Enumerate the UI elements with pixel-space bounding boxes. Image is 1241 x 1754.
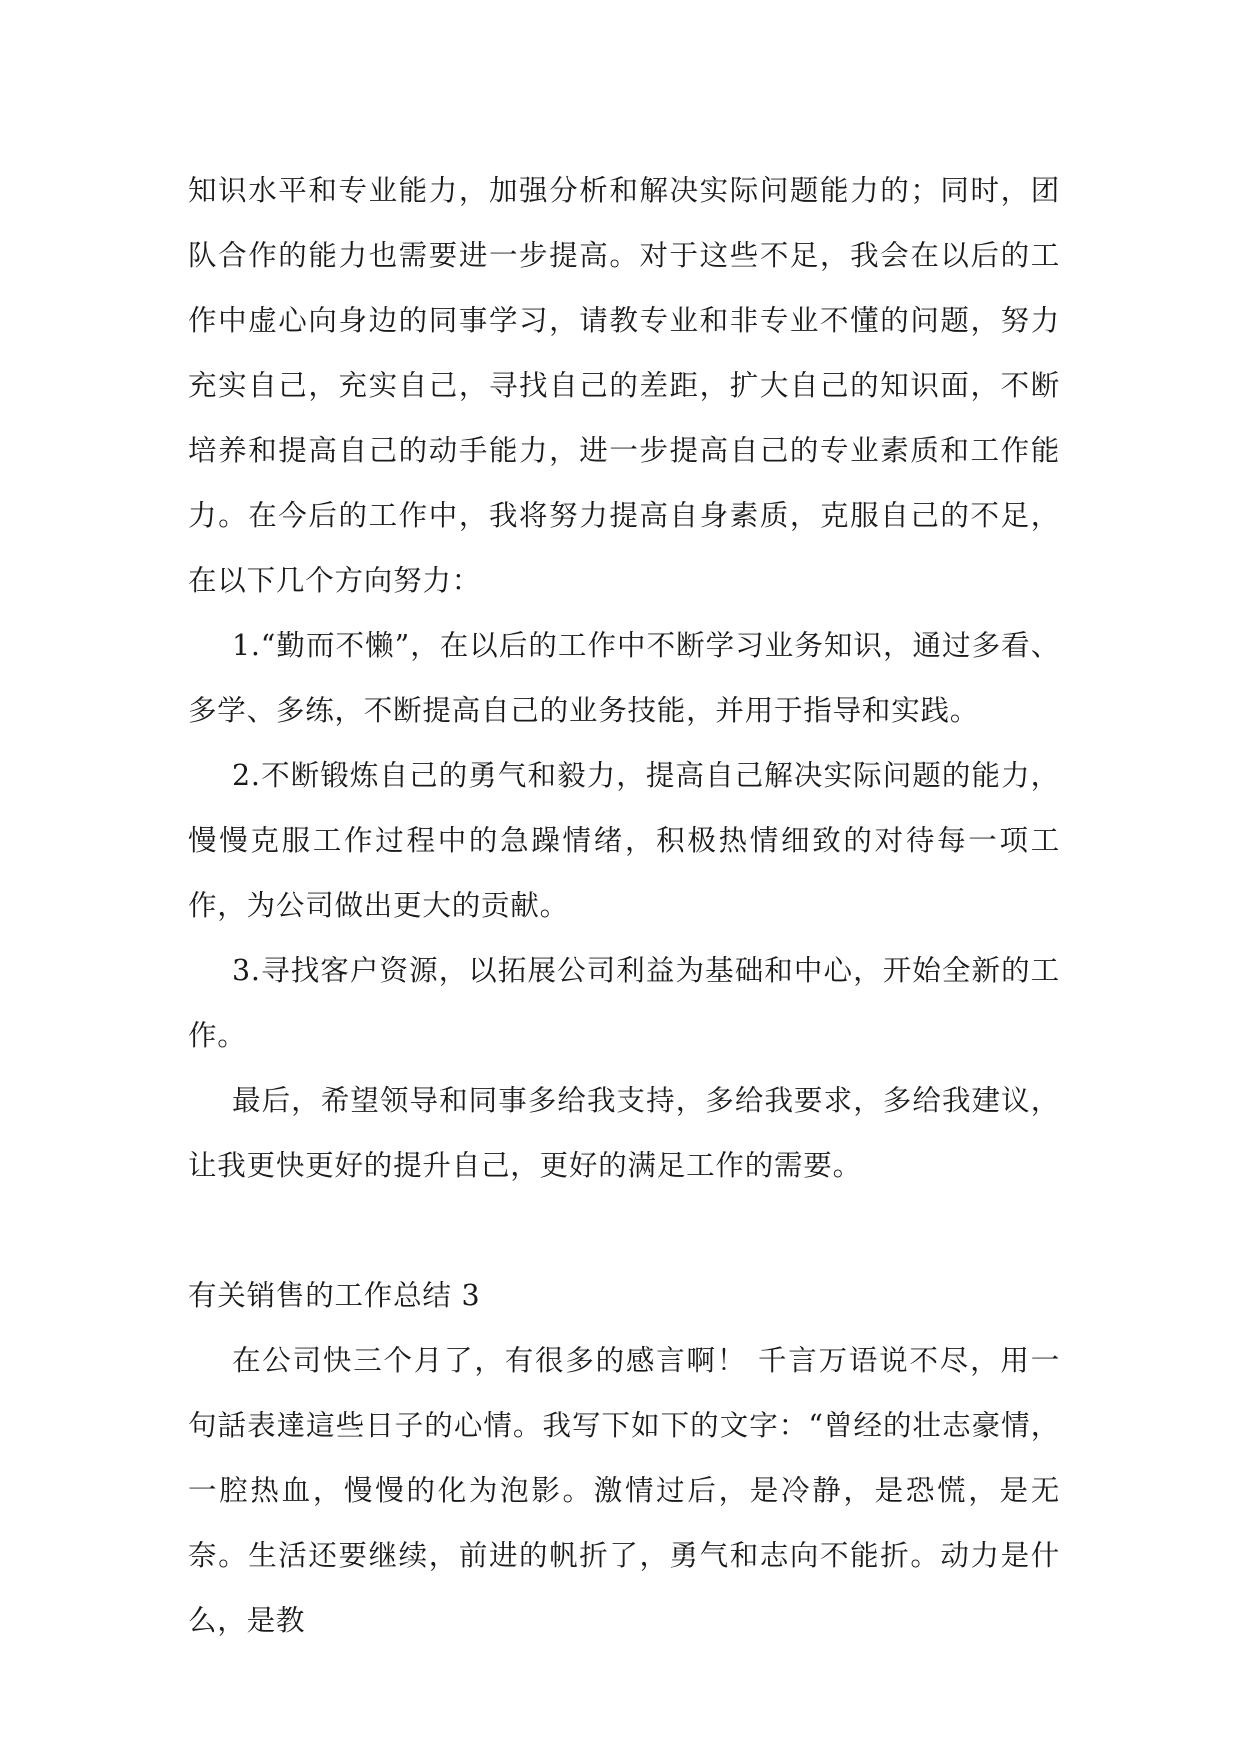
paragraph-continued: 知识水平和专业能力，加强分析和解决实际问题能力的；同时，团队合作的能力也需要进一步提高。对于这些不足，我会在以后的工作中虚心向身边的同事学习，请教专业和非专业不懂的问题，努力充实自己，充实自己，寻找自己的差距，扩大自己的知识面，不断培养和提高自己的动手能力，进一步提高自己的专业素质和工作能力。在今后的工作中，我将努力提高自身素质，克服自己的不足，在以下几个方向努力： — [188, 174, 1060, 597]
section-paragraph: 在公司快三个月了，有很多的感言啊！ 千言万语说不尽，用一句話表達這些日子的心情。我写下如下的文字：“曾经的壮志豪情，一腔热血，慢慢的化为泡影。激情过后，是冷静，是恐慌，是无奈。生活还要继续，前进的帆折了，勇气和志向不能折。动力是什么，是教 — [188, 1344, 1060, 1637]
list-item-2: 2.不断锻炼自己的勇气和毅力，提高自己解决实际问题的能力，慢慢克服工作过程中的急躁情绪，积极热情细致的对待每一项工作，为公司做出更大的贡献。 — [188, 759, 1060, 922]
list-item-1: 1.“勤而不懒”，在以后的工作中不断学习业务知识，通过多看、多学、多练，不断提高自己的业务技能，并用于指导和实践。 — [188, 629, 1060, 727]
document-body — [188, 158, 1060, 1653]
section-gap — [188, 1198, 1060, 1263]
list-item-3: 3.寻找客户资源，以拓展公司利益为基础和中心，开始全新的工作。 — [188, 954, 1060, 1052]
section-title: 有关销售的工作总结 3 — [188, 1279, 481, 1312]
closing-paragraph: 最后，希望领导和同事多给我支持，多给我要求，多给我建议，让我更快更好的提升自己，更好的满足工作的需要。 — [188, 1084, 1060, 1182]
